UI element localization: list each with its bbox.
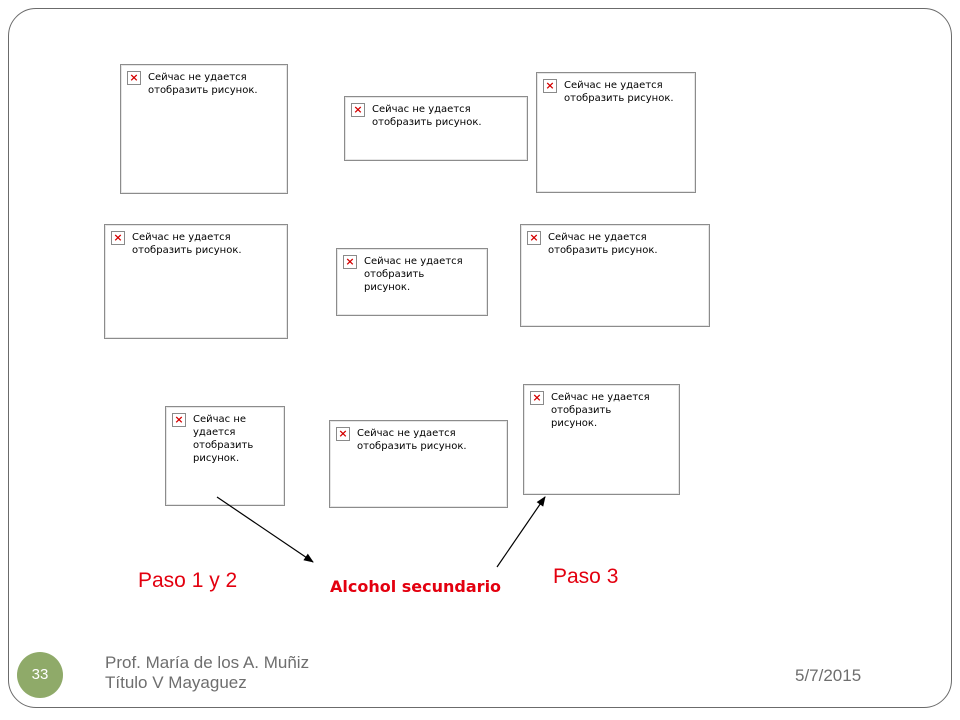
placeholder-message: Сейчас не удается отобразить рисунок. (364, 256, 463, 293)
broken-image-icon: × (172, 413, 186, 427)
placeholder-message: Сейчас не удается отобразить рисунок. (132, 232, 242, 256)
placeholder-message: Сейчас не удается отобразить рисунок. (193, 414, 254, 464)
broken-image-icon: × (527, 231, 541, 245)
placeholder-message: Сейчас не удается отобразить рисунок. (548, 232, 658, 256)
placeholder-message: Сейчас не удается отобразить рисунок. (564, 80, 674, 104)
label-step-3: Paso 3 (553, 565, 619, 588)
broken-image-icon: × (530, 391, 544, 405)
arrow-alcohol-to-step3 (497, 497, 545, 567)
placeholder-message: Сейчас не удается отобразить рисунок. (357, 428, 467, 452)
label-step-1-2: Paso 1 y 2 (138, 569, 238, 592)
broken-image-icon: × (351, 103, 365, 117)
footer-author (105, 653, 309, 693)
broken-image-icon: × (127, 71, 141, 85)
footer-date: 5/7/2015 (795, 666, 862, 685)
arrow-step12-to-alcohol (217, 497, 313, 562)
label-secondary-alcohol: Alcohol secundario (330, 577, 502, 596)
footer-author-line1: Prof. María de los A. Muñiz (105, 653, 310, 672)
page-number-badge: 33 (17, 652, 63, 698)
placeholder-message: Сейчас не удается отобразить рисунок. (551, 392, 650, 429)
footer-author-line2: Título V Mayaguez (105, 673, 247, 692)
placeholder-message: Сейчас не удается отобразить рисунок. (148, 72, 258, 96)
broken-image-icon: × (343, 255, 357, 269)
placeholder-message: Сейчас не удается отобразить рисунок. (372, 104, 482, 128)
broken-image-icon: × (336, 427, 350, 441)
broken-image-icon: × (111, 231, 125, 245)
broken-image-icon: × (543, 79, 557, 93)
